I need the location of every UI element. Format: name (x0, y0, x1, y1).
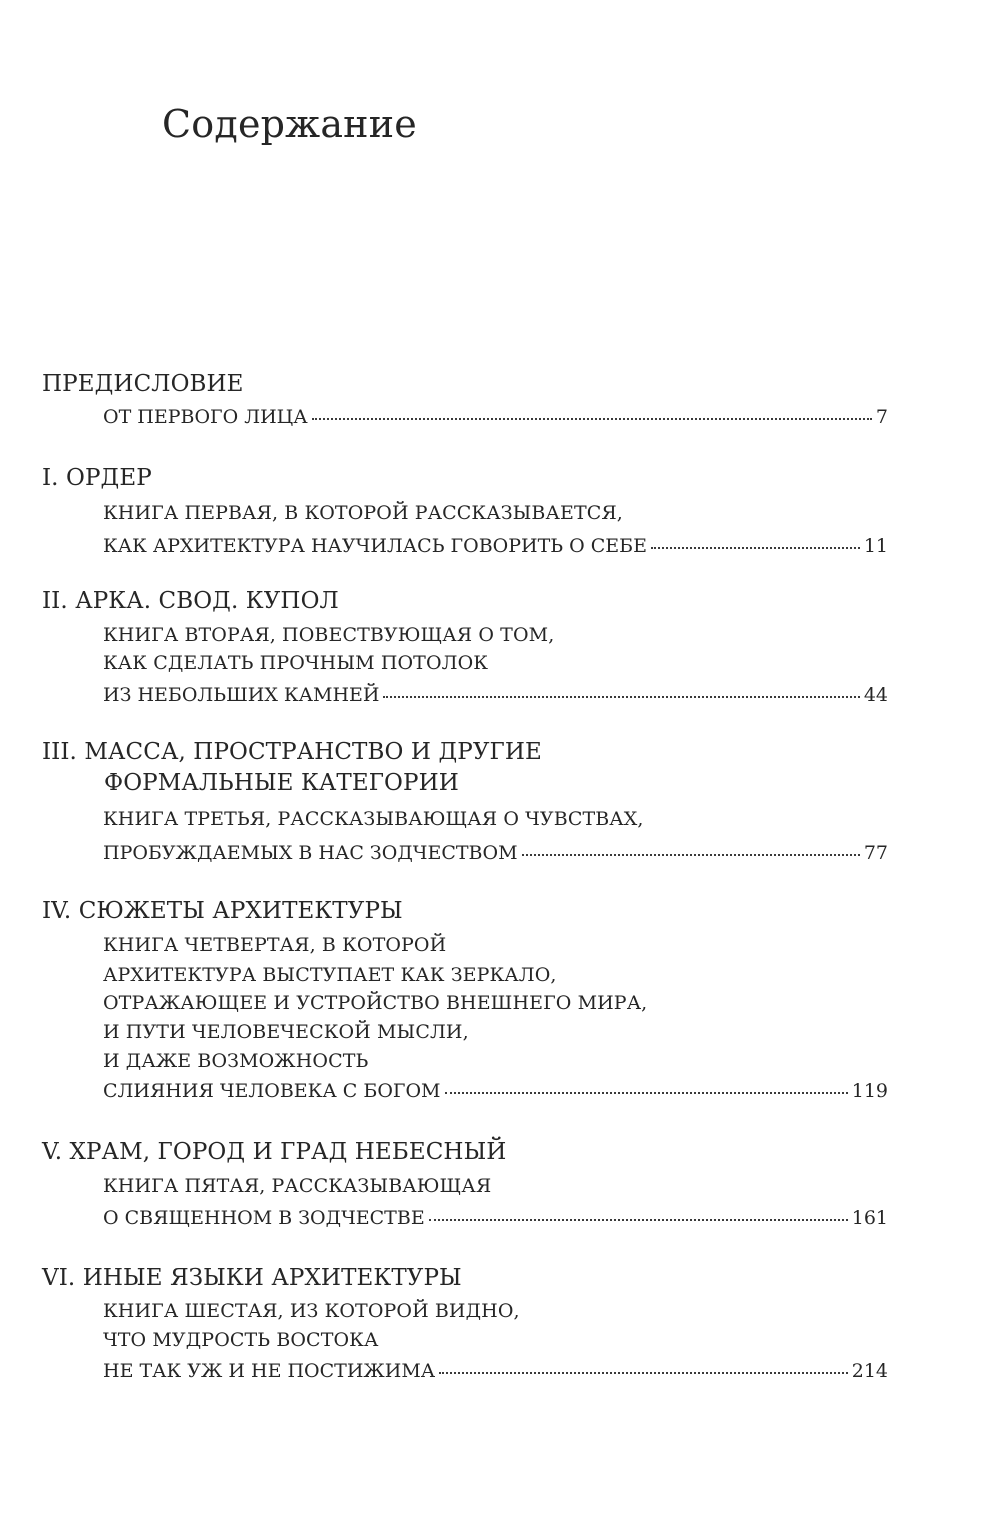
section-subtitle: КНИГА ШЕСТАЯ, ИЗ КОТОРОЙ ВИДНО, (103, 1300, 520, 1322)
section-heading[interactable]: II. АРКА. СВОД. КУПОЛ (42, 588, 339, 614)
page-number: 44 (863, 684, 888, 706)
dot-leader (522, 853, 860, 856)
dot-leader (651, 546, 860, 549)
section-subtitle: КНИГА ПЕРВАЯ, В КОТОРОЙ РАССКАЗЫВАЕТСЯ, (103, 502, 623, 524)
dot-leader (439, 1371, 848, 1374)
toc-entry-line[interactable] (103, 1078, 888, 1104)
section-heading[interactable]: I. ОРДЕР (42, 465, 152, 491)
toc-entry-text: СЛИЯНИЯ ЧЕЛОВЕКА С БОГОМ (103, 1080, 441, 1102)
section-subtitle: КАК СДЕЛАТЬ ПРОЧНЫМ ПОТОЛОК (103, 652, 489, 674)
section-heading[interactable]: IV. СЮЖЕТЫ АРХИТЕКТУРЫ (42, 898, 403, 924)
dot-leader (445, 1091, 848, 1094)
toc-entry-line[interactable] (103, 1205, 888, 1231)
page-title: Содержание (162, 102, 417, 146)
toc-entry-text: ИЗ НЕБОЛЬШИХ КАМНЕЙ (103, 684, 380, 706)
toc-entry-line[interactable] (103, 840, 888, 866)
section-subtitle: КНИГА ВТОРАЯ, ПОВЕСТВУЮЩАЯ О ТОМ, (103, 624, 555, 646)
section-subtitle: И ПУТИ ЧЕЛОВЕЧЕСКОЙ МЫСЛИ, (103, 1021, 469, 1043)
section-subtitle: И ДАЖЕ ВОЗМОЖНОСТЬ (103, 1050, 369, 1072)
section-heading[interactable]: III. МАССА, ПРОСТРАНСТВО И ДРУГИЕ (42, 739, 542, 765)
section-heading[interactable]: ПРЕДИСЛОВИЕ (42, 371, 244, 397)
section-heading[interactable]: V. ХРАМ, ГОРОД И ГРАД НЕБЕСНЫЙ (42, 1139, 507, 1165)
page-number: 7 (875, 406, 888, 428)
section-subtitle: ОТРАЖАЮЩЕЕ И УСТРОЙСТВО ВНЕШНЕГО МИРА, (103, 992, 648, 1014)
toc-entry-text: О СВЯЩЕННОМ В ЗОДЧЕСТВЕ (103, 1207, 425, 1229)
page-number: 214 (851, 1360, 888, 1382)
toc-entry-text: ОТ ПЕРВОГО ЛИЦА (103, 406, 308, 428)
toc-entry-text: НЕ ТАК УЖ И НЕ ПОСТИЖИМА (103, 1360, 436, 1382)
toc-entry-text: КАК АРХИТЕКТУРА НАУЧИЛАСЬ ГОВОРИТЬ О СЕБЕ (103, 535, 647, 557)
section-subtitle: АРХИТЕКТУРА ВЫСТУПАЕТ КАК ЗЕРКАЛО, (103, 964, 557, 986)
section-subtitle: КНИГА ПЯТАЯ, РАССКАЗЫВАЮЩАЯ (103, 1175, 492, 1197)
page-number: 77 (863, 842, 888, 864)
dot-leader (312, 417, 872, 420)
toc-entry-line[interactable] (103, 682, 888, 708)
toc-entry-text: ПРОБУЖДАЕМЫХ В НАС ЗОДЧЕСТВОМ (103, 842, 518, 864)
section-subtitle: ЧТО МУДРОСТЬ ВОСТОКА (103, 1329, 379, 1351)
section-subtitle: КНИГА ТРЕТЬЯ, РАССКАЗЫВАЮЩАЯ О ЧУВСТВАХ, (103, 808, 644, 830)
dot-leader (429, 1218, 848, 1221)
section-heading[interactable]: ФОРМАЛЬНЫЕ КАТЕГОРИИ (104, 770, 459, 796)
toc-entry-line[interactable] (103, 404, 888, 430)
page-number: 11 (863, 535, 888, 557)
toc-entry-line[interactable] (103, 1358, 888, 1384)
section-heading[interactable]: VI. ИНЫЕ ЯЗЫКИ АРХИТЕКТУРЫ (42, 1265, 462, 1291)
page-number: 119 (851, 1080, 888, 1102)
toc-entry-line[interactable] (103, 533, 888, 559)
dot-leader (383, 695, 859, 698)
page-number: 161 (851, 1207, 888, 1229)
section-subtitle: КНИГА ЧЕТВЕРТАЯ, В КОТОРОЙ (103, 934, 447, 956)
